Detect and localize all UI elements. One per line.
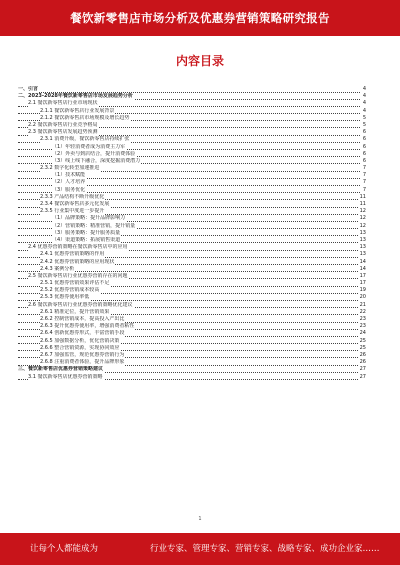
toc-entry-page: 20 [359,294,366,301]
toc-entry-page: 4 [362,107,366,114]
toc-entry-page: 27 [359,366,366,373]
toc-entry[interactable] [18,259,366,266]
toc-entry[interactable] [18,366,366,373]
toc-entry[interactable] [18,201,366,208]
toc-entry[interactable] [18,294,366,301]
toc-entry-page: 27 [359,373,366,380]
report-header [0,0,400,36]
toc-entry-page: 17 [359,280,366,287]
toc-entry-label: 2.6.7 加强监管，规范优惠券营销行为 [40,351,125,358]
toc-entry[interactable] [18,273,366,280]
toc-entry-label: 2.5.1 优惠券营销效果评估不足 [40,280,110,287]
toc-entry-label: （2）营销策略：精准营销，提升销量 [52,222,136,229]
toc-entry-label: 3.1 餐饮新零售店优惠券营销策略 [28,373,103,380]
toc-entry-label: 2.5.3 优惠券使用率低 [40,294,90,301]
toc-entry-page: 12 [359,215,366,222]
toc-entry[interactable] [18,266,366,273]
toc-entry-label: 2.3.1 消费升级，餐饮新零售店持续扩张 [40,136,130,143]
toc-entry[interactable] [18,93,366,100]
toc-entry[interactable] [18,144,366,151]
toc-entry-page: 19 [359,287,366,294]
toc-entry-label: 三、餐饮新零售店优惠券营销策略建议 [18,366,104,373]
toc-entry[interactable] [18,187,366,194]
toc-entry-page: 12 [359,222,366,229]
toc-entry-page: 11 [359,201,366,207]
toc-entry-label: （3）服务优化 [52,186,86,193]
toc-entry-label: 2.4 优惠券营销策略在餐饮新零售店中的应用 [28,244,128,251]
toc-entry[interactable] [18,338,366,345]
toc-entry[interactable] [18,208,366,215]
toc-entry[interactable] [18,323,366,330]
toc-entry-page: 26 [359,351,366,358]
toc-entry[interactable] [18,129,366,136]
toc-entry-label: 2.6.1 精准定位，提升营销效果 [40,308,110,315]
toc-entry-label: （3）服务策略：提升服务质量 [52,229,121,236]
toc-entry[interactable] [18,280,366,287]
toc-entry-page: 4 [362,93,366,100]
toc-title: 内容目录 [175,54,224,68]
toc-entry-page: 5 [362,114,366,121]
toc-entry-label: （2）人才培养 [52,179,86,186]
toc-entry-page: 7 [362,186,366,193]
toc-entry[interactable] [18,158,366,165]
toc-entry-label: 2.6 餐饮新零售店行业优惠券营销策略优化建议 [28,301,133,308]
toc-entry[interactable] [18,108,366,115]
toc-entry-page: 4 [362,100,366,107]
toc-entry-label: 二、2023-2028年餐饮新零售店市场发展趋势分析 [18,93,133,100]
toc-entry-label: （2）外卖与到店结合，提升消费体验 [52,150,136,157]
toc-entry[interactable] [18,179,366,186]
toc-entry-page: 14 [359,265,366,272]
toc-entry[interactable] [18,244,366,251]
toc-entry[interactable] [18,194,366,201]
toc-entry-page: 5 [362,121,366,128]
toc-entry-label: （1）技术赋能 [52,172,86,179]
toc-entry[interactable] [18,86,366,93]
toc-entry[interactable] [18,172,366,179]
toc-entry[interactable] [18,100,366,107]
toc-entry[interactable] [18,223,366,230]
toc-entry-page: 6 [362,129,366,136]
toc-entry-label: 2.3.4 餐饮新零售店多元化发展 [40,201,110,207]
toc-entry-label: 2.6.4 创新优惠券形式，丰富营销手段 [40,330,125,337]
toc-entry-page: 21 [359,301,366,308]
toc-entry-label: （1）品牌策略：提升品牌影响力 [52,215,126,222]
footer-banner [0,533,400,565]
toc-entry-label: 2.5 餐饮新零售店行业优惠券营销存在的问题 [28,272,128,279]
toc-entry[interactable] [18,251,366,258]
toc-entry[interactable] [18,345,366,352]
toc-entry[interactable] [18,115,366,122]
toc-entry-label: 2.3 餐饮新零售店发展趋势预测 [28,129,98,136]
toc-entry-page: 24 [359,330,366,337]
toc-entry[interactable] [18,359,366,366]
toc-entry-page: 7 [362,165,366,172]
toc-entry-label: 2.2 餐饮新零售店行业竞争格局 [28,121,98,128]
toc-entry-label: 2.1.1 餐饮新零售店行业发展背景 [40,107,115,114]
toc-entry-label: 2.6.3 提升优惠券使用率，增强消费者粘性 [40,323,135,330]
toc-entry-label: 2.3.5 行业集中度进一步提升 [40,208,105,215]
toc-entry-label: 2.3.2 数字化转型加速推进 [40,165,100,172]
toc-entry-page: 13 [359,244,366,251]
toc-entry-page: 11 [359,193,366,200]
footer-slogan-left: 让每个人都能成为 [30,544,99,554]
toc-entry-page: 25 [359,344,366,351]
toc-entry[interactable] [18,316,366,323]
toc-entry-page: 6 [362,157,366,164]
toc-entry-page: 6 [362,150,366,157]
page-number: 1 [198,516,202,522]
toc-entry-label: 2.4.3 案例分析 [40,265,75,272]
toc-entry[interactable] [18,122,366,129]
toc-entry[interactable] [18,330,366,337]
toc-entry-page: 14 [359,258,366,265]
toc-entry-label: 2.5.2 优惠券营销成本较高 [40,287,100,294]
toc-entry-label: （4）渠道策略：拓展销售渠道 [52,236,121,243]
toc-entry-label: 2.1 餐饮新零售店行业市场现状 [28,100,98,107]
toc-entry-label: （1）年轻消费者成为消费主力军 [52,143,126,150]
toc-entry-page: 25 [359,337,366,344]
toc-entry-label: 2.6.8 注重消费者体验，提升品牌形象 [40,359,125,366]
toc-entry-label: 2.6.5 加强数据分析，优化营销决策 [40,337,120,344]
toc-entry-label: 2.1.2 餐饮新零售店市场规模及增长趋势 [40,114,130,121]
toc-entry-label: 2.3.3 产品结构不断升级优化 [40,193,105,200]
toc-entry-page: 12 [359,208,366,215]
toc-entry[interactable] [18,151,366,158]
toc-entry[interactable] [18,352,366,359]
toc-entry[interactable] [18,230,366,237]
toc-entry-label: 2.4.2 优惠券营销策略的应用现状 [40,258,115,265]
toc-entry[interactable] [18,136,366,143]
toc-entry[interactable] [18,165,366,172]
toc-entry-page: 13 [359,251,366,258]
toc-entry[interactable] [18,374,366,381]
toc-entry-page: 7 [362,179,366,186]
toc-entry-label: 2.6.2 控制营销成本，提高投入产出比 [40,316,125,322]
toc-entry-label: 2.6.6 整合营销资源，实现协同效应 [40,344,120,351]
toc-entry-page: 13 [359,236,366,243]
toc-entry-page: 23 [359,316,366,322]
footer-slogan-right: 行业专家、管理专家、营销专家、战略专家、成功企业家…… [150,544,380,554]
toc-entry-label: 一、引言 [18,86,39,92]
toc-entry[interactable] [18,287,366,294]
toc-entry[interactable] [18,215,366,222]
toc-entry-page: 17 [359,272,366,279]
toc-entry-page: 26 [359,359,366,366]
toc-entry-page: 4 [362,86,366,92]
toc-entry-page: 13 [359,229,366,236]
toc-entry-page: 23 [359,323,366,330]
toc-entry-page: 6 [362,136,366,143]
toc-entry-label: （3）线上线下融合，深度挖掘消费潜力 [52,157,141,164]
toc-entry[interactable] [18,309,366,316]
toc-entry-page: 6 [362,143,366,150]
toc-entry[interactable] [18,302,366,309]
report-title: 餐饮新零售店市场分析及优惠券营销策略研究报告 [70,11,330,25]
toc-entry-page: 22 [359,308,366,315]
toc-entry-label: 2.4.1 优惠券营销策略的作用 [40,251,105,258]
toc-entry-page: 7 [362,172,366,179]
table-of-contents [18,86,366,381]
toc-entry[interactable] [18,237,366,244]
